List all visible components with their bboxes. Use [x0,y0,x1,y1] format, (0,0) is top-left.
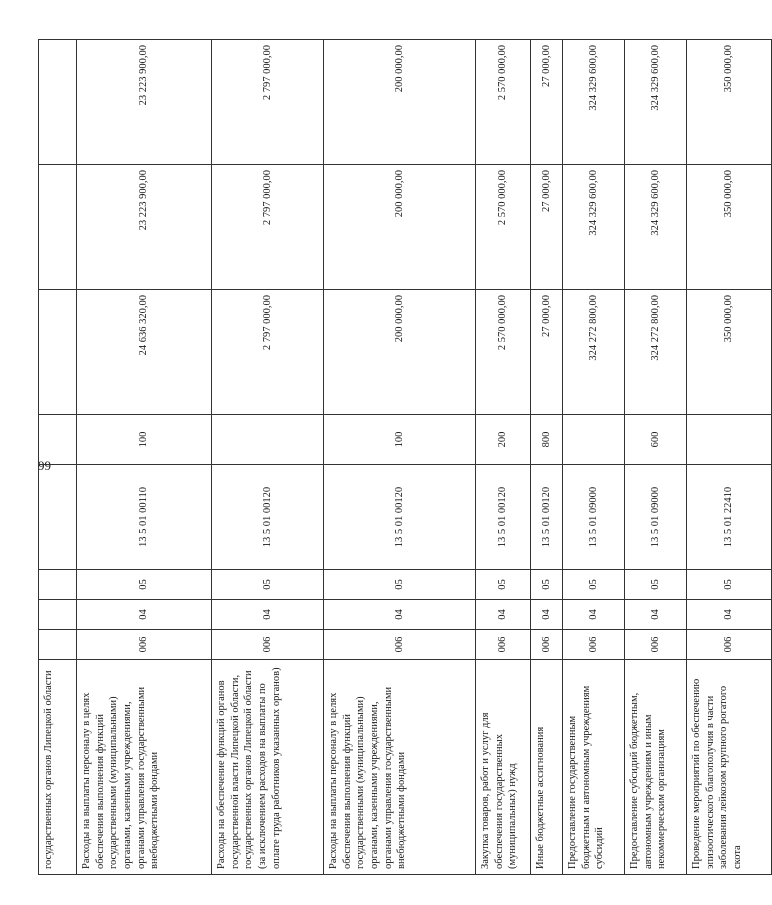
table-row [687,40,772,875]
pr-cell: 05 [77,570,212,600]
sum-2022-cell: 2 797 000,00 [212,165,324,290]
rz-cell: 04 [212,600,324,630]
vr-cell [687,415,772,465]
table-row [212,40,324,875]
vr-cell [212,415,324,465]
ved-cell: 006 [324,630,476,660]
sum-2021-cell: 27 000,00 [531,290,563,415]
vr-cell: 100 [77,415,212,465]
sum-2022-cell: 27 000,00 [531,165,563,290]
sum-2021-cell: 350 000,00 [687,290,772,415]
ved-cell: 006 [476,630,531,660]
ved-cell: 006 [212,630,324,660]
row-name-cell: государственных органов Липецкой области [39,660,77,875]
pr-cell: 05 [324,570,476,600]
csr-cell: 13 5 01 00120 [476,465,531,570]
table-row [324,40,476,875]
row-name-cell: Расходы на выплаты персоналу в целях обеспечения выполнения функций государственными (муниципальными) органами, казенными учреждениями, органами управления государственными внебюджетными фондами [324,660,476,875]
csr-cell: 13 5 01 00120 [324,465,476,570]
sum-2021-cell [39,290,77,415]
sum-2023-cell [39,40,77,165]
row-name-cell: Иные бюджетные ассигнования [531,660,563,875]
vr-cell: 800 [531,415,563,465]
csr-cell: 13 5 01 00110 [77,465,212,570]
pr-cell: 05 [476,570,531,600]
ved-cell: 006 [531,630,563,660]
pr-cell: 05 [212,570,324,600]
vr-cell [39,415,77,465]
rz-cell: 04 [687,600,772,630]
pr-cell: 05 [625,570,687,600]
sum-2021-cell: 24 636 320,00 [77,290,212,415]
sum-2021-cell: 324 272 800,00 [625,290,687,415]
pr-cell [39,570,77,600]
page-number: 99 [38,458,51,473]
sum-2023-cell: 23 223 900,00 [77,40,212,165]
ved-cell: 006 [563,630,625,660]
row-name-cell: Расходы на выплаты персоналу в целях обеспечения выполнения функций государственными (муниципальными) органами, казенными учреждениями, органами управления государственными внебюджетными фондами [77,660,212,875]
table-row [531,40,563,875]
ved-cell [39,630,77,660]
sum-2023-cell: 2 797 000,00 [212,40,324,165]
row-name-cell: Предоставление субсидий бюджетным, автономным учреждениям и иным некоммерческим организациям [625,660,687,875]
sum-2021-cell: 2 797 000,00 [212,290,324,415]
rz-cell: 04 [531,600,563,630]
rz-cell: 04 [77,600,212,630]
sum-2021-cell: 2 570 000,00 [476,290,531,415]
sum-2022-cell: 350 000,00 [687,165,772,290]
row-name-cell: Закупка товаров, работ и услуг для обеспечения государственных (муниципальных) нужд [476,660,531,875]
rotated-table-container [38,40,743,875]
table-row [563,40,625,875]
pr-cell: 05 [687,570,772,600]
vr-cell: 200 [476,415,531,465]
table-row [625,40,687,875]
rz-cell: 04 [563,600,625,630]
rz-cell: 04 [476,600,531,630]
ved-cell: 006 [687,630,772,660]
table-row [476,40,531,875]
rz-cell: 04 [625,600,687,630]
csr-cell: 13 5 01 09000 [563,465,625,570]
row-name-cell: Расходы на обеспечение функций органов государственной власти Липецкой области, государственных органов Липецкой области (за исключением расходов на выплаты по оплате труда работников указанных органов) [212,660,324,875]
csr-cell [39,465,77,570]
row-name-cell: Проведение мероприятий по обеспечению эпизоотического благополучия в части заболевания лейкозом крупного рогатого скота [687,660,772,875]
pr-cell: 05 [563,570,625,600]
sum-2023-cell: 27 000,00 [531,40,563,165]
csr-cell: 13 5 01 09000 [625,465,687,570]
pr-cell: 05 [531,570,563,600]
row-name-cell: Предоставление государственным бюджетным и автономным учреждениям субсидий [563,660,625,875]
sum-2023-cell: 350 000,00 [687,40,772,165]
sum-2023-cell: 324 329 600,00 [625,40,687,165]
csr-cell: 13 5 01 00120 [212,465,324,570]
sum-2022-cell: 324 329 600,00 [563,165,625,290]
rz-cell [39,600,77,630]
ved-cell: 006 [625,630,687,660]
csr-cell: 13 5 01 22410 [687,465,772,570]
vr-cell: 600 [625,415,687,465]
sum-2022-cell: 200 000,00 [324,165,476,290]
sum-2023-cell: 200 000,00 [324,40,476,165]
table-row [77,40,212,875]
table-body [39,40,772,875]
sum-2021-cell: 200 000,00 [324,290,476,415]
sum-2022-cell [39,165,77,290]
sum-2022-cell: 2 570 000,00 [476,165,531,290]
vr-cell: 100 [324,415,476,465]
vr-cell [563,415,625,465]
csr-cell: 13 5 01 00120 [531,465,563,570]
rz-cell: 04 [324,600,476,630]
budget-table [38,39,772,875]
sum-2022-cell: 23 223 900,00 [77,165,212,290]
ved-cell: 006 [77,630,212,660]
sum-2022-cell: 324 329 600,00 [625,165,687,290]
sum-2023-cell: 2 570 000,00 [476,40,531,165]
sum-2021-cell: 324 272 800,00 [563,290,625,415]
table-row [39,40,77,875]
sum-2023-cell: 324 329 600,00 [563,40,625,165]
